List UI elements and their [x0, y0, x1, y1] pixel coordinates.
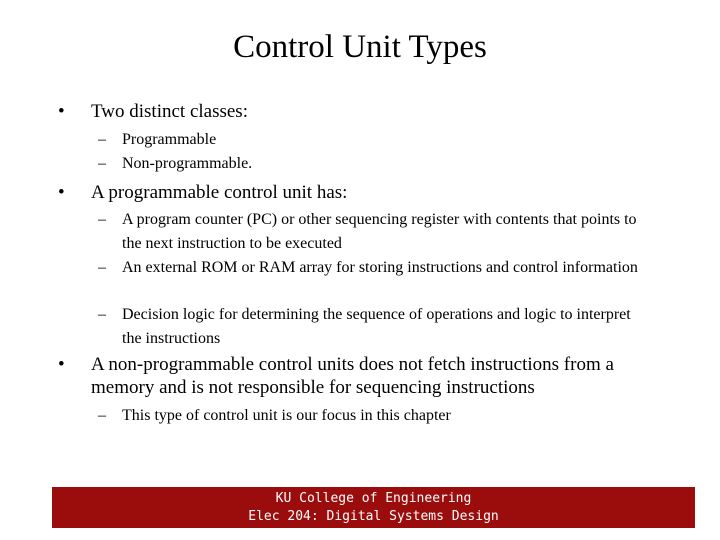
bullet-item [58, 100, 681, 123]
sub-text: An external ROM or RAM array for storing instructions and control information [122, 259, 638, 276]
sub-item [98, 256, 642, 280]
bullet-item [58, 181, 681, 204]
sub-text: Programmable [122, 131, 217, 148]
bullet-text: Two distinct classes: [91, 101, 248, 122]
sub-dash: – [98, 155, 106, 172]
sub-dash: – [98, 211, 106, 228]
bullet-text: A non-programmable control units does not fetch instructions from a memory and is not responsible for sequencing instructions [91, 354, 614, 398]
sub-text: This type of control unit is our focus in this chapter [122, 407, 451, 424]
sub-dash: – [98, 306, 106, 323]
sub-item [98, 303, 642, 350]
sub-item [98, 152, 642, 176]
bullet-text: A programmable control unit has: [91, 182, 348, 203]
sub-item [98, 208, 642, 255]
sub-dash: – [98, 131, 106, 148]
footer-line-course: Elec 204: Digital Systems Design [248, 509, 499, 524]
slide-title: Control Unit Types [233, 29, 487, 65]
sub-dash: – [98, 259, 106, 276]
sub-dash: – [98, 407, 106, 424]
bullet-dot: • [58, 101, 65, 122]
sub-text: Decision logic for determining the sequence of operations and logic to interpret the instructions [122, 306, 631, 347]
footer-line-college: KU College of Engineering [275, 491, 472, 506]
sub-text: A program counter (PC) or other sequencing register with contents that points to the next instruction to be executed [122, 211, 637, 252]
bullet-dot: • [58, 182, 65, 203]
bullet-dot: • [58, 354, 65, 375]
sub-item [98, 128, 642, 152]
bullet-item [58, 353, 681, 399]
sub-item [98, 404, 642, 428]
sub-text: Non-programmable. [122, 155, 253, 172]
footer-banner [52, 487, 695, 528]
